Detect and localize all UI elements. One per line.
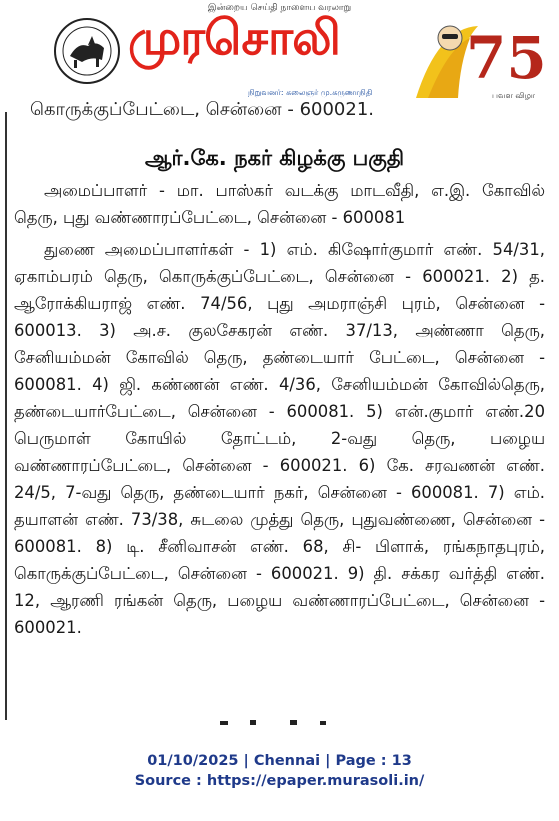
article-paragraph-2: துணை அமைப்பாளர்கள் - 1) எம். கிஷோர்குமார் எண். 54/31, ஏகாம்பரம் தெரு, கொருக்குப்பேட்டை, சென்னை - 600021. 2) த. ஆரோக்கியராஜ் எண். 74/56, புது அமராஞ்சி புரம், சென்னை - 600013. 3) அ.ச. குலசேகரன் எண். 37/13, அண்ணா தெரு, சேனியம்மன் கோவில் தெரு, தண்டையார் பேட்டை, சென்னை - 600081. 4) ஜி. கண்ணன் எண். 4/36, சேனியம்மன் கோவில்தெரு, தண்டையார்பேட்டை, சென்னை - 600081. 5) என்.குமார் எண்.20 பெருமாள் கோயில் தோட்டம், 2-வது தெரு, பழைய வண்ணாரப்பேட்டை, சென்னை - 600021. 6) கே. சரவணன் எண். 24/5, 7-வது தெரு, தண்டையார் நகர், சென்னை - 600081. 7) எம். தயாளன் எண். 73/38, சுடலை முத்து தெரு, புதுவண்ணை, சென்னை - 600081. 8) டி. சீனிவாசன் எண். 68, சி- பிளாக், ரங்கநாதபுரம், கொருக்குப்பேட்டை, சென்னை - 600021. 9) தி. சக்கர வர்த்தி எண். 12, ஆரணி ரங்கன் தெரு, பழைய வண்ணாரப்பேட்டை, சென்னை - 600021.	[14, 240, 545, 637]
footer-source-line: Source : https://epaper.murasoli.in/	[134, 773, 425, 789]
footer-date-line: 01/10/2025 | Chennai | Page : 13	[147, 753, 412, 769]
anniversary-label: பவள விழா	[492, 91, 536, 100]
masthead-tagline: இன்றைய செய்தி நாளைய வரலாறு	[207, 3, 352, 13]
article-heading: ஆர்.கே. நகர் கிழக்கு பகுதி	[144, 146, 405, 170]
masthead	[0, 0, 559, 112]
party-emblem-icon	[52, 16, 122, 86]
masthead-logo: முரசொலி	[128, 10, 340, 66]
masthead-subtitle: நிறுவனர்: கலைஞர் மு.கருணாநிதி	[248, 88, 373, 97]
anniversary-75-emblem	[408, 8, 547, 108]
previous-text-cut-line: கொருக்குப்பேட்டை, சென்னை - 600021.	[30, 99, 375, 120]
anniversary-number: 75	[466, 24, 547, 92]
article-clipping	[0, 99, 549, 722]
next-heading-cut-marks	[220, 717, 330, 725]
article-paragraph-1: அமைப்பாளர் - மா. பாஸ்கர் வடக்கு மாடவீதி, எ.இ. கோவில் தெரு, புது வண்ணாரப்பேட்டை, சென்னை - 600081	[14, 181, 545, 227]
